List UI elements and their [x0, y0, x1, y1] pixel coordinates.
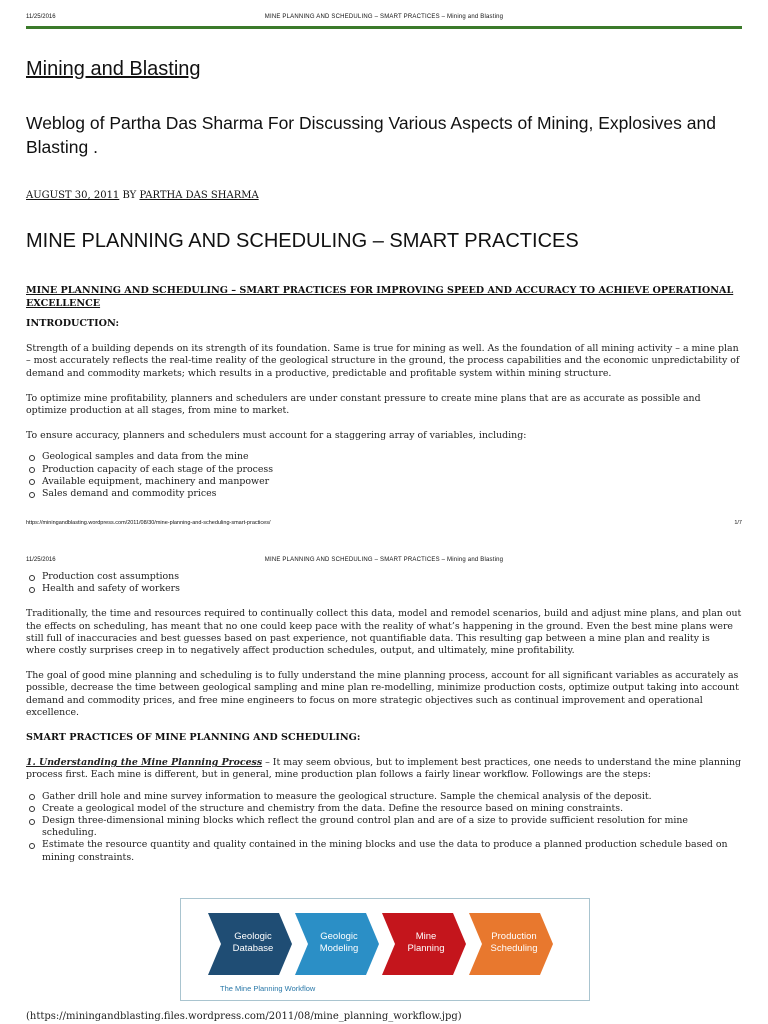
author-link[interactable]: PARTHA DAS SHARMA — [139, 190, 259, 201]
stage-label: Modeling — [319, 943, 359, 954]
stage-mine-planning — [382, 913, 466, 975]
list-item: Estimate the resource quantity and quality contained in the mining blocks and use the data to produce a planned production schedule based on mining constraints. — [42, 839, 742, 863]
stage-label: Mine — [415, 931, 437, 942]
post-subtitle: MINE PLANNING AND SCHEDULING – SMART PRACTICES FOR IMPROVING SPEED AND ACCURACY TO ACHIEVE OPERATIONAL EXCELLENCE — [26, 285, 734, 309]
list-item: Health and safety of workers — [42, 583, 742, 595]
stage-production-scheduling — [469, 913, 553, 975]
stage-label: Geologic — [234, 931, 272, 942]
paragraph-1: Strength of a building depends on its strength of its foundation. Same is true for mining as well. As the foundation of all mining activity – a mine plan – most accurately reflects the real-time reality of the geological structure in the ground, the process capabilities and the economic unpredictability of demand and commodity markets; which results in a productive, predictable and profitable system within mining structure. — [26, 343, 740, 379]
footer-page-number: 1/7 — [734, 520, 742, 526]
header-date: 11/25/2016 — [26, 14, 56, 20]
list-item: Geological samples and data from the mine — [42, 451, 742, 463]
step1-title: 1. Understanding the Mine Planning Process — [26, 757, 263, 769]
post-body-page1 — [26, 285, 742, 500]
header-title: MINE PLANNING AND SCHEDULING – SMART PRACTICES – Mining and Blasting — [264, 14, 504, 20]
variables-list-page1 — [26, 451, 742, 500]
post-body-page2 — [26, 571, 742, 864]
list-item: Available equipment, machinery and manpower — [42, 476, 742, 488]
step1-paragraph — [26, 757, 742, 781]
post-date-link[interactable]: AUGUST 30, 2011 — [26, 190, 120, 201]
by-label: BY — [122, 190, 137, 201]
stage-label: Scheduling — [490, 943, 538, 954]
paragraph-5: The goal of good mine planning and scheduling is to fully understand the mine planning process, account for all significant variables as accurately as possible, decrease the time between geological sampling and mine plan re-modelling, minimize production costs, optimize output taking into account demand and commodity prices, and free mine engineers to focus on more strategic objectives such as continual improvement and operational excellence. — [26, 670, 739, 718]
paragraph-2: To optimize mine profitability, planners and schedulers are under constant pressure to create mine plans that are as accurate as possible and optimize production at all stages, from mine to market. — [26, 392, 701, 417]
intro-heading: INTRODUCTION: — [26, 318, 120, 329]
list-item: Create a geological model of the structure and chemistry from the data. Define the resource based on mining constraints. — [42, 803, 742, 815]
stage-label: Production — [491, 931, 537, 942]
footer-url: https://miningandblasting.wordpress.com/2011/08/30/mine-planning-and-scheduling-smart-practices/ — [26, 520, 271, 526]
header-title: MINE PLANNING AND SCHEDULING – SMART PRACTICES – Mining and Blasting — [264, 557, 504, 563]
diagram-caption: The Mine Planning Workflow — [220, 984, 316, 993]
list-item: Production capacity of each stage of the process — [42, 464, 742, 476]
stage-label: Planning — [407, 943, 445, 954]
stage-geologic-modeling — [295, 913, 379, 975]
variables-list-page2 — [26, 571, 742, 595]
smart-practices-heading: SMART PRACTICES OF MINE PLANNING AND SCHEDULING: — [26, 732, 361, 744]
list-item: Production cost assumptions — [42, 571, 742, 583]
stage-label: Geologic — [320, 931, 358, 942]
paragraph-4: Traditionally, the time and resources required to continually collect this data, model and remodel scenarios, build and adjust mine plans, and plan out the effects on scheduling, has meant that no one could keep pace with the reality of what’s happening in the ground. Even the best mine plans were still full of inaccuracies and best guesses based on past experience, not quantifiable data. This resulting gap between a mine plan and reality is where costly surprises creep in to negatively affect production schedules, output, and ultimately, mine profitability. — [26, 608, 742, 657]
site-tagline: Weblog of Partha Das Sharma For Discussing Various Aspects of Mining, Explosives and Blasting . — [26, 113, 716, 157]
list-item: Design three-dimensional mining blocks which reflect the ground control plan and are of a size to provide sufficient resolution for mine scheduling. — [42, 815, 742, 839]
paragraph-3: To ensure accuracy, planners and schedulers must account for a staggering array of variables, including: — [26, 430, 527, 442]
stage-geologic-database — [208, 913, 292, 975]
post-meta — [26, 190, 259, 201]
list-item: Gather drill hole and mine survey information to measure the geological structure. Sample the chemical analysis of the deposit. — [42, 791, 742, 803]
step1-text: – It may seem obvious, but to implement best practices, one needs to understand the mine planning process first. Each mine is different, but in general, mine production plan follows a fairly linear workflow. Followings are the steps: — [26, 757, 742, 781]
stage-label: Database — [232, 943, 274, 954]
list-item: Sales demand and commodity prices — [42, 488, 742, 500]
header-rule — [26, 26, 742, 29]
post-title: MINE PLANNING AND SCHEDULING – SMART PRACTICES — [26, 230, 579, 252]
image-url: (https://miningandblasting.files.wordpress.com/2011/08/mine_planning_workflow.jpg) — [26, 1011, 462, 1022]
header-date: 11/25/2016 — [26, 557, 56, 563]
steps-list — [26, 791, 742, 864]
site-title-link[interactable]: Mining and Blasting — [26, 58, 201, 80]
